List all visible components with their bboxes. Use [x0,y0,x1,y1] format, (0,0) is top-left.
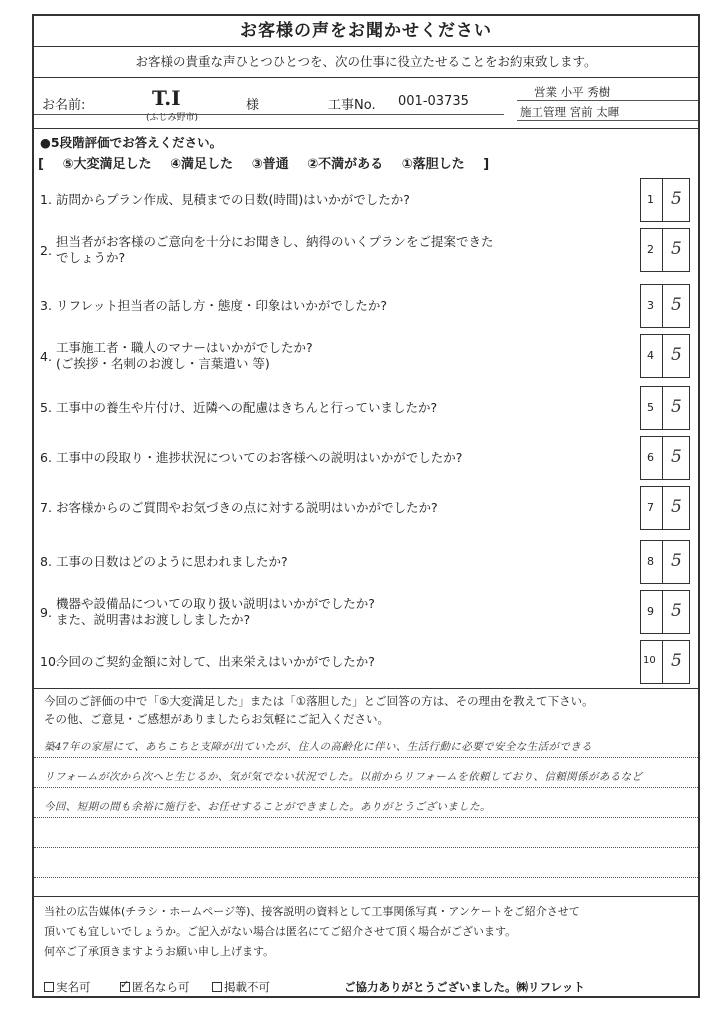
rating-option: ⑤大変満足した [62,157,152,172]
question-number: 6. [40,450,52,465]
question-text [56,192,410,208]
question-number: 7. [40,500,52,515]
answer-box[interactable] [640,228,690,272]
question-row [34,284,698,328]
question-line: リフレット担当者の話し方・態度・印象はいかがでしたか? [56,298,388,313]
question-number: 9. [40,605,52,620]
question-number: 2. [40,243,52,258]
answer-box-number: 2 [647,243,654,256]
answer-value[interactable]: 5 [671,239,682,259]
answer-box[interactable] [640,540,690,584]
question-line: 工事中の段取り・進捗状況についてのお客様への説明はいかがでしたか? [56,450,463,465]
question-row [34,228,698,272]
rating-option: ④満足した [170,157,234,172]
checkbox-anonymous[interactable] [120,982,130,992]
answer-box-number: 3 [647,299,654,312]
answer-box-number: 1 [647,193,654,206]
honorific: 様 [246,98,260,113]
answer-value[interactable]: 5 [671,295,682,315]
answer-box-number: 10 [643,655,656,666]
answer-value[interactable]: 5 [671,345,682,365]
comment-line [34,757,698,758]
question-text [56,234,494,266]
checkbox-real-name[interactable] [44,982,54,992]
question-row [34,386,698,430]
question-line: 工事施工者・職人のマナーはいかがでしたか? [56,340,313,355]
question-text [56,340,313,372]
construction-no-label: 工事No. [328,98,376,113]
question-text [56,500,438,516]
question-row [34,640,698,684]
answer-box[interactable] [640,640,690,684]
rating-legend [34,129,698,175]
answer-box-divider [662,437,663,479]
answer-value[interactable]: 5 [671,189,682,209]
answer-box-divider [662,487,663,529]
answer-box[interactable] [640,386,690,430]
rating-option: ①落胆した [401,157,465,172]
form-title: お客様の声をお聞かせください [34,16,698,47]
customer-city: (ふじみ野市) [146,113,199,123]
customer-info-row [34,78,698,129]
question-row [34,178,698,222]
customer-name-field[interactable]: T.I [152,86,181,110]
comment-line [34,787,698,788]
answer-box-number: 7 [647,501,654,514]
comments-prompt-reason: 今回のご評価の中で「⑤大変満足した」または「①落胆した」とご回答の方は、その理由を教えて下さい。 [44,694,594,708]
name-underline [34,114,504,115]
question-number: 10. [40,654,60,669]
checkbox-label: 掲載不可 [224,980,270,994]
consent-text: 何卒ご了承頂きますようお願い申し上げます。 [44,945,275,958]
comment-line [34,877,698,878]
survey-form [32,14,700,998]
question-number: 1. [40,192,52,207]
answer-box-number: 6 [647,451,654,464]
manager-underline [517,120,698,121]
question-line: 工事中の養生や片付け、近隣への配慮はきちんと行っていましたか? [56,400,438,415]
question-row [34,486,698,530]
comments-section [34,688,698,897]
comment-line [34,847,698,848]
rating-option: ③普通 [251,157,289,172]
question-line: お客様からのご質問やお気づきの点に対する説明はいかがでしたか? [56,500,438,515]
handwritten-comment[interactable]: 今回、短期の間も余裕に施行を、お任せすることができました。ありがとうございました。 [44,801,491,813]
answer-box-divider [662,335,663,377]
handwritten-comment[interactable]: リフォームが次から次へと生じるか、気が気でない状況でした。以前からリフォームを依頼しており、信頼関係があるなど [44,771,643,783]
question-text [56,654,375,670]
question-text [56,596,375,628]
consent-option-anonymous[interactable] [120,979,190,995]
consent-text: 頂いても宜しいでしょうか。ご記入がない場合は匿名にてご紹介させて頂く場合がございます。 [44,925,517,938]
question-line: 担当者がお客様のご意向を十分にお聞きし、納得のいくプランをご提案できた [56,234,494,249]
answer-box-number: 8 [647,555,654,568]
answer-value[interactable]: 5 [671,497,682,517]
rating-instruction: ●5段階評価でお答えください。 [40,135,223,150]
answer-box[interactable] [640,436,690,480]
rating-option: ②不満がある [307,157,384,172]
question-line: また、説明書はお渡ししましたか? [56,612,251,627]
bracket-open: [ [38,157,44,172]
checkbox-label: 匿名なら可 [132,980,190,994]
answer-box[interactable] [640,178,690,222]
question-row [34,334,698,378]
answer-value[interactable]: 5 [671,601,682,621]
question-number: 4. [40,349,52,364]
question-number: 5. [40,400,52,415]
handwritten-comment[interactable]: 築47年の家屋にて、あちこちと支障が出ていたが、住人の高齢化に伴い、生活行動に必要で安全な生活ができる [44,741,593,753]
answer-box[interactable] [640,486,690,530]
question-line: 工事の日数はどのように思われましたか? [56,554,288,569]
consent-option-real-name[interactable] [44,979,91,995]
rating-options [38,153,503,172]
consent-option-no-publish[interactable] [212,979,270,995]
answer-box-divider [662,387,663,429]
name-label: お名前: [42,98,86,113]
answer-box[interactable] [640,334,690,378]
form-subtitle: お客様の貴重な声ひとつひとつを、次の仕事に役立たせることをお約束致します。 [34,47,698,78]
question-row [34,590,698,634]
answer-value[interactable]: 5 [671,651,682,671]
bracket-close: ] [483,157,490,172]
answer-value[interactable]: 5 [671,447,682,467]
answer-box-divider [662,541,663,583]
comment-line [34,817,698,818]
answer-box-number: 5 [647,401,654,414]
question-line: でしょうか? [56,250,126,265]
answer-box-divider [662,641,663,683]
answer-box-divider [662,229,663,271]
answer-value[interactable]: 5 [671,397,682,417]
question-line: 訪問からプラン作成、見積までの日数(時間)はいかがでしたか? [56,192,410,207]
comments-prompt-other: その他、ご意見・ご感想がありましたらお気軽にご記入ください。 [44,712,389,726]
answer-box-number: 4 [647,349,654,362]
answer-value[interactable]: 5 [671,551,682,571]
sales-staff: 営業 小平 秀樹 [534,85,611,99]
question-number: 8. [40,554,52,569]
answer-box-divider [662,179,663,221]
question-text [56,554,288,570]
answer-box-divider [662,285,663,327]
construction-manager: 施工管理 宮前 太暉 [520,105,620,119]
question-row [34,436,698,480]
question-number: 3. [40,298,52,313]
footer-consent [34,896,698,1001]
question-row [34,540,698,584]
answer-box-divider [662,591,663,633]
question-line: 機器や設備品についての取り扱い説明はいかがでしたか? [56,596,375,611]
construction-no-value: 001-03735 [398,94,469,109]
question-line: (ご挨拶・名刺のお渡し・言葉遣い 等) [56,356,270,371]
answer-box[interactable] [640,590,690,634]
consent-text: 当社の広告媒体(チラシ・ホームページ等)、接客説明の資料として工事関係写真・アンケートをご紹介させて [44,905,580,918]
thanks-message: ご協力ありがとうございました。㈱リフレット [344,980,585,994]
question-line: 今回のご契約金額に対して、出来栄えはいかがでしたか? [56,654,375,669]
question-text [56,298,387,314]
question-text [56,400,437,416]
question-text [56,450,462,466]
answer-box-number: 9 [647,605,654,618]
checkbox-no-publish[interactable] [212,982,222,992]
sales-underline [517,100,698,101]
answer-box[interactable] [640,284,690,328]
checkbox-label: 実名可 [56,980,91,994]
